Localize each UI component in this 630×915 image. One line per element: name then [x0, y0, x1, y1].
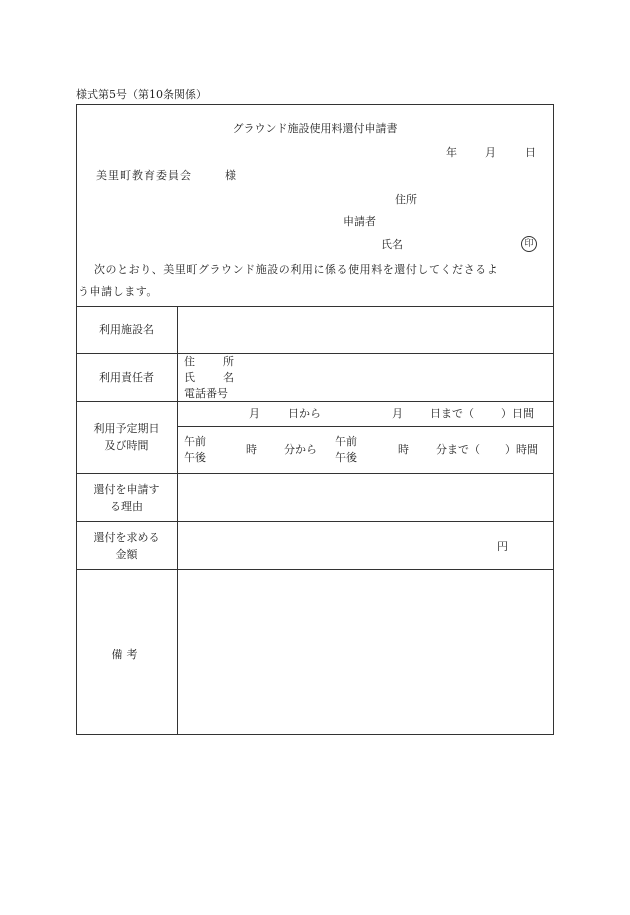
responsible-name-a: 氏 — [184, 371, 195, 384]
form-title: グラウンド施設使用料還付申請書 — [232, 122, 398, 135]
reason-label-line1: 還付を申請す — [93, 483, 160, 496]
schedule-pm-1: 午後 — [184, 451, 206, 464]
addressee-honorific: 様 — [225, 169, 236, 182]
schedule-month-2: 月 — [392, 407, 403, 420]
responsible-address-a: 住 — [184, 355, 195, 368]
schedule-hours-total: ）時間 — [505, 443, 538, 456]
divider-remarks-top — [76, 569, 554, 570]
facility-label: 利用施設名 — [99, 323, 154, 336]
schedule-hour-1: 時 — [246, 443, 257, 456]
schedule-day-from: 日から — [288, 407, 321, 420]
responsible-address-b: 所 — [223, 355, 234, 368]
amount-label-line1: 還付を求める — [93, 531, 160, 544]
schedule-am-1: 午前 — [184, 435, 206, 448]
seal-mark: 印 — [521, 236, 537, 252]
applicant-name-label: 氏名 — [381, 238, 403, 251]
schedule-month-1: 月 — [249, 407, 260, 420]
schedule-days-total: ）日間 — [501, 407, 534, 420]
divider-reason-top — [76, 473, 554, 474]
divider-amount-top — [76, 521, 554, 522]
body-text-line2: う申請します。 — [78, 285, 158, 298]
remarks-label: 備考 — [111, 648, 142, 661]
schedule-min-until: 分まで（ — [436, 443, 480, 456]
applicant-label: 申請者 — [343, 215, 376, 228]
schedule-day-until: 日まで（ — [430, 407, 474, 420]
form-number: 様式第5号（第10条関係） — [76, 88, 207, 101]
addressee-name: 美里町教育委員会 — [96, 169, 192, 182]
divider-schedule-inner — [177, 426, 554, 427]
amount-unit: 円 — [497, 540, 508, 553]
divider-facility-top — [76, 306, 554, 307]
responsible-label: 利用責任者 — [99, 371, 154, 384]
applicant-address-label: 住所 — [395, 193, 417, 206]
responsible-phone: 電話番号 — [184, 387, 228, 400]
schedule-label-line2: 及び時間 — [104, 439, 149, 452]
schedule-pm-2: 午後 — [335, 451, 357, 464]
schedule-hour-2: 時 — [398, 443, 409, 456]
divider-responsible-top — [76, 353, 554, 354]
schedule-min-from: 分から — [284, 443, 317, 456]
amount-label-line2: 金額 — [115, 548, 138, 561]
label-column-divider — [177, 306, 178, 735]
body-text-line1: 次のとおり、美里町グラウンド施設の利用に係る使用料を還付してくださるよ — [94, 263, 499, 276]
date-month: 月 — [485, 146, 496, 159]
reason-label-line2: る理由 — [110, 500, 143, 513]
date-day: 日 — [525, 146, 536, 159]
divider-schedule-top — [76, 401, 554, 402]
date-year: 年 — [446, 146, 457, 159]
schedule-am-2: 午前 — [335, 435, 357, 448]
responsible-name-b: 名 — [223, 371, 234, 384]
schedule-label-line1: 利用予定期日 — [93, 422, 160, 435]
